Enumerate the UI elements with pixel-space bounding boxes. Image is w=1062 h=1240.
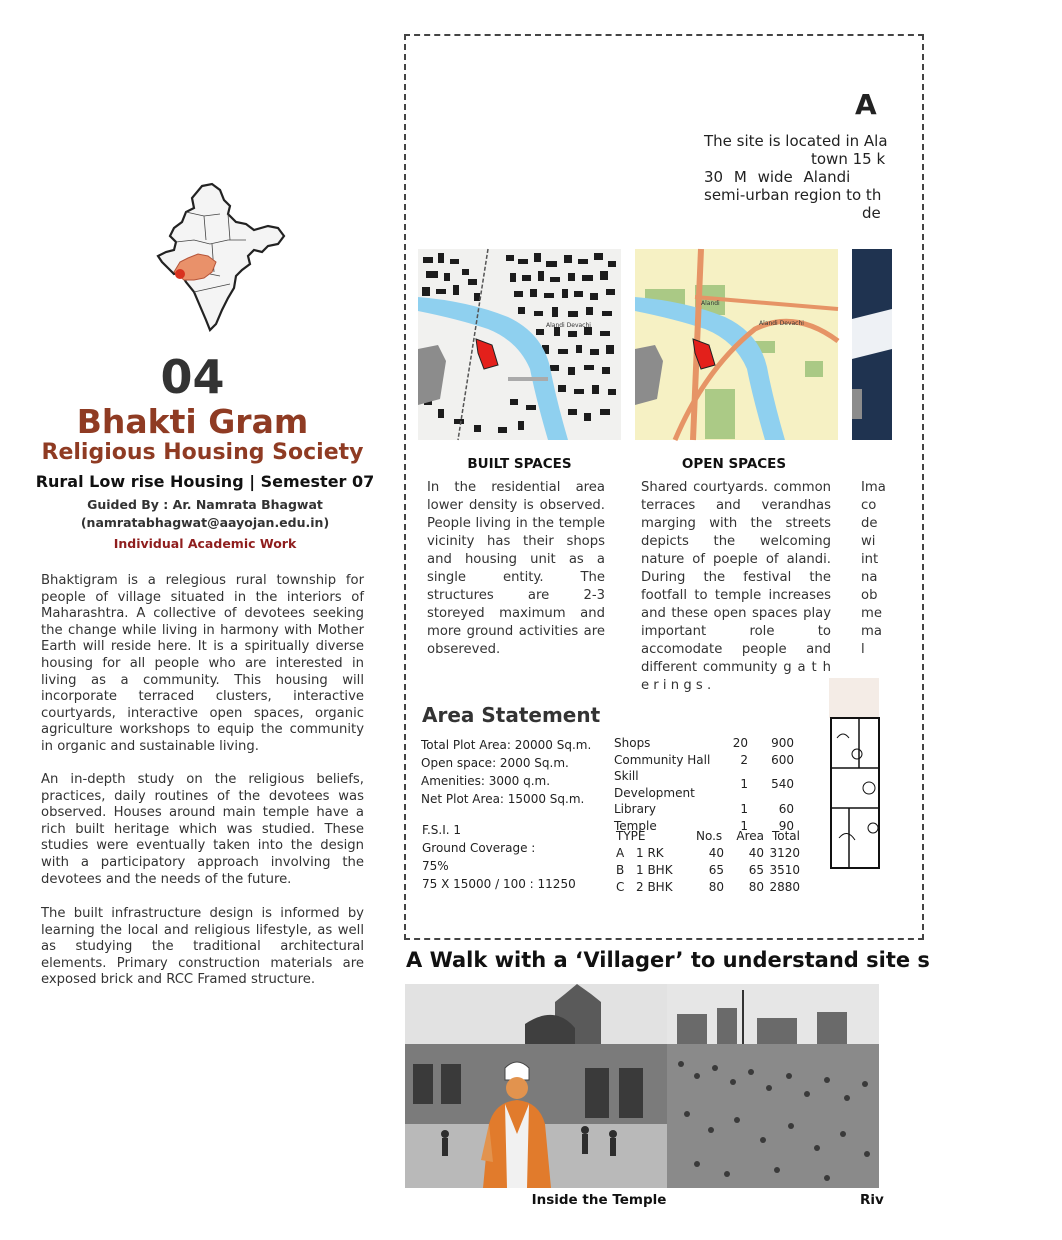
site-text-line: 30 M wide Alandi [704,168,851,186]
india-map-icon [150,180,290,335]
temple-photo [405,984,667,1188]
floor-plan-sketch [829,678,879,870]
amenity-name: Temple [614,818,657,833]
map-label: Alandi Devachi [546,322,591,329]
work-type: Individual Academic Work [113,536,297,551]
river-caption: Riv [860,1192,884,1208]
project-number: 04 [160,350,225,404]
fsi-line: 75 X 15000 / 100 : 11250 [422,877,576,891]
table-row [614,752,794,769]
guide-name: Guided By : Ar. Namrata Bhagwat [87,497,323,512]
text-fragment: ob [861,588,878,603]
amenity-area: 60 [778,802,794,816]
amenity-count: 1 [740,802,748,816]
amenity-name: Skill Development [614,769,695,800]
text-fragment: l [861,642,865,657]
type-code: B [616,863,625,877]
type-name: 2 BHK [636,880,673,894]
amenity-count: 2 [740,752,748,767]
amenity-count: 1 [740,777,748,792]
table-row [616,862,800,879]
nos-header: No.s [696,829,723,843]
area-statement-title: Area Statement [422,703,601,727]
type-name: 1 BHK [636,863,673,877]
type-code: A [616,846,625,860]
table-row [616,845,800,862]
table-row [614,768,794,801]
project-type: Rural Low rise Housing | Semester 07 [35,472,375,491]
table-row [614,735,794,752]
area-total-line: Net Plot Area: 15000 Sq.m. [421,792,585,806]
type-area: 80 [748,880,764,894]
type-total: 3120 [769,846,800,860]
area-total-line: Amenities: 3000 q.m. [421,774,551,788]
site-text-line: semi-urban region to th [704,186,882,204]
third-map [852,249,892,440]
text-fragment: na [861,570,878,585]
amenity-area: 90 [778,818,794,833]
text-fragment: me [861,606,882,621]
guide-email[interactable]: (namratabhagwat@aayojan.edu.in) [80,515,330,530]
total-header: Total [771,829,800,843]
text-fragment: co [861,498,877,513]
built-spaces-title: BUILT SPACES [467,456,572,472]
table-row [616,879,800,896]
text-fragment: wi [861,534,876,549]
amenity-name: Community Hall [614,752,711,767]
text-fragment: Ima [861,480,886,495]
area-header: Area [736,829,764,843]
open-spaces-title: OPEN SPACES [681,456,787,472]
fsi-line: 75% [422,859,449,873]
river-photo [667,984,879,1188]
area-totals [421,736,591,808]
type-total: 2880 [769,880,800,894]
fsi-block [422,821,576,893]
temple-caption: Inside the Temple [531,1192,667,1208]
type-code: C [616,880,625,894]
area-total-line: Total Plot Area: 20000 Sq.m. [421,738,592,752]
intro-paragraph: Bhaktigram is a relegious rural township for people of village situated in the interiors of Maharashtra. A collective of devotees seeking the change while living in harmony with Mother Earth will reside here. It is a spiritually diverse housing for all people who are interested in living as a community. This housing will incorporate terraced clusters, interactive courtyards, interactive open spaces, organic agriculture workshops to equip the community in organic and sustainable living. [41,573,364,754]
built-spaces-map [418,249,621,440]
unit-types-table [616,828,800,896]
site-text-line: The site is located in Ala [704,132,888,150]
site-text-line: town 15 k [811,150,886,168]
text-fragment: de [861,516,878,531]
type-nos: 80 [708,880,724,894]
type-area: 65 [748,863,764,877]
amenity-count: 1 [740,818,748,833]
text-fragment: ma [861,624,882,639]
type-total: 3510 [769,863,800,877]
fsi-line: F.S.I. 1 [422,823,462,837]
table-row [614,801,794,818]
type-name: 1 RK [636,846,664,860]
amenity-area: 540 [771,777,794,792]
amenity-area: 600 [771,752,794,767]
type-nos: 65 [708,863,724,877]
area-total-line: Open space: 2000 Sq.m. [421,756,569,770]
amenities-table [614,735,794,834]
amenity-area: 900 [771,736,794,750]
study-paragraph: An in-depth study on the religious beliefs, practices, daily routines of the devotees was observed. Houses around main temple have a rich built heritage which was studied. These studies were eventually taken into the design with a participatory approach involving the devotees and the needs of the future. [41,772,364,887]
built-spaces-text: In the residential area lower density is observed. People living in the temple vicinity has their shops and housing unit as a single entity. The structures are 2-3 storeyed maximum and more ground activities are obsereved. [427,480,605,657]
type-header: TYPE [616,829,646,843]
project-title: Bhakti Gram [76,402,309,441]
third-column-text [861,479,891,659]
table-header-row [616,828,800,845]
type-area: 40 [748,846,764,860]
project-subtitle: Religious Housing Society [41,440,364,465]
map-label: Alandi [701,300,720,307]
open-spaces-map [635,249,838,440]
amenity-name: Library [614,802,656,816]
site-text-line: de [862,204,881,222]
amenity-count: 20 [732,736,748,750]
open-spaces-text: Shared courtyards. common terraces and verandhas marging with the streets depicts the welcoming nature of poeple of alandi. During the festival the footfall to temple increases and these open spaces play important role to accomodate people and different community g a t h e r i n g s . [641,480,831,693]
map-label: Alandi Devachi [759,320,804,327]
walk-section-title: A Walk with a ‘Villager’ to understand site s [406,948,930,972]
type-nos: 40 [708,846,724,860]
text-fragment: int [861,552,879,567]
amenity-name: Shops [614,736,651,750]
design-paragraph: The built infrastructure design is informed by learning the local and religious lifestyle, as well as studying the traditional architectural elements. Primary construction materials are exposed brick and RCC Framed structure. [41,906,364,988]
site-heading: A [855,88,877,121]
fsi-line: Ground Coverage : [422,841,536,855]
